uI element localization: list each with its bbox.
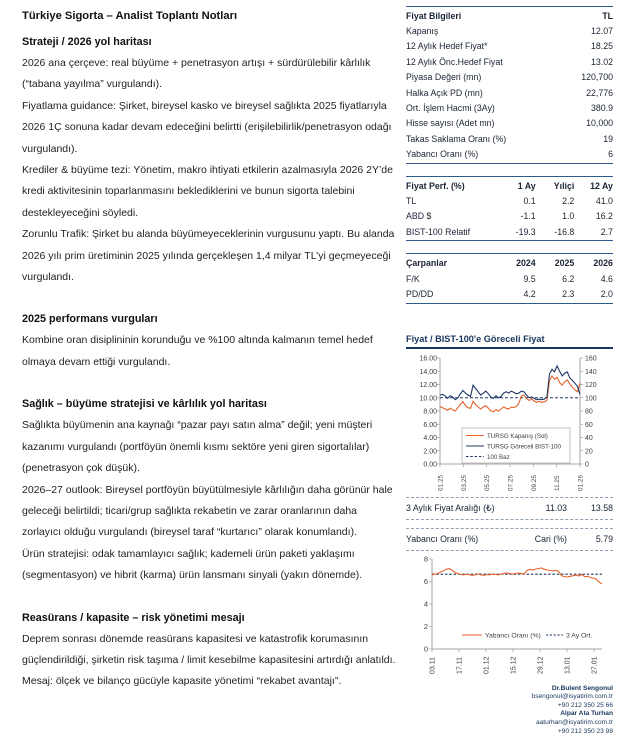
table-header-label: Fiyat Bilgileri — [406, 10, 462, 21]
y-axis-tick: 140 — [585, 368, 597, 376]
multiples-table — [406, 253, 613, 303]
table-header-value: TL — [602, 10, 613, 21]
spacer — [406, 520, 613, 528]
x-axis-tick: 17.11 — [456, 656, 464, 674]
y-axis-tick: 8.00 — [423, 408, 437, 416]
x-axis-tick: 27.01 — [591, 656, 599, 674]
table-header-row: Fiyat Perf. (%) 1 Ay Yıliçi 12 Ay — [406, 180, 613, 191]
analyst-email: aaturhan@isyatirim.com.tr — [535, 719, 613, 727]
table-row: Piyasa Değeri (mn) 120,700 — [406, 72, 613, 83]
y-axis-tick: 4 — [423, 599, 428, 609]
section-heading-reinsurance: Reasürans / kapasite – risk yönetimi mesajı — [22, 611, 245, 624]
legend-label: TURSG Göreceli BIST-100 — [487, 443, 561, 451]
legend-label: 3 Ay Ort. — [566, 632, 593, 640]
x-axis-tick: 09.25 — [530, 474, 538, 491]
legend-label: TURSG Kapanış (Sol) — [487, 432, 548, 440]
paragraph: Deprem sonrası dönemde reasürans kapasitesi ve katastrofik korumasının güçlendirildiği, şirketin risk taşıma / limit kesebilme kapasitesini artırdığı anlatıldı. — [22, 632, 396, 666]
y-axis-tick: 16.00 — [419, 355, 437, 363]
x-axis-tick: 01.25 — [437, 474, 445, 491]
y-axis-tick: 0 — [585, 461, 589, 469]
section-heading-strategy: Strateji / 2026 yol haritası — [22, 36, 152, 48]
legend-label: 100 Baz — [487, 453, 510, 461]
y-axis-tick: 8 — [423, 554, 428, 564]
table-row: BIST-100 Relatif -19.3 -16.8 2.7 — [406, 226, 613, 237]
x-axis-tick: 15.12 — [510, 656, 518, 674]
table-row: Kapanış 12.07 — [406, 26, 613, 37]
y-axis-tick: 14.00 — [419, 368, 437, 376]
price-relative-chart — [406, 352, 613, 495]
table-row: 12 Aylık Önc.Hedef Fiyat 13.02 — [406, 56, 613, 67]
paragraph: Kombine oran disiplininin korunduğu ve %100 altında kalmanın temel hedef olmaya devam ettiği vurgulandı. — [22, 334, 373, 368]
y-axis-tick: 0 — [423, 644, 428, 654]
analyst-name: Dr.Bulent Sengonul — [551, 684, 613, 692]
x-axis-tick: 03.25 — [460, 474, 468, 491]
y-axis-tick: 2 — [423, 621, 428, 631]
price-chart-title: Fiyat / BIST-100'e Göreceli Fiyat — [406, 334, 613, 349]
paragraph: Ürün stratejisi: odak tamamlayıcı sağlık; kademeli ürün paketi yaklaşımı (segmentasyon) ve hibrit (karma) ürün lansmanı sinyali (yakın dönemde). — [22, 547, 363, 582]
paragraph: 2026–27 outlook: Bireysel portföyün büyütülmesiyle kârlılığın daha görünür hale geleceği belirtildi; ticari/grup sağlıkta rekabetin ve zarar oranlarının daha zorlayıcı olduğu vurgulandı (bireysel taraf “kurtarıcı” olarak konumlandı). — [22, 483, 393, 539]
table-row: PD/DD 4.2 2.3 2.0 — [406, 288, 613, 299]
x-axis-tick: 11.25 — [554, 475, 562, 491]
y-axis-tick: 80 — [585, 408, 593, 416]
notes-column — [22, 6, 396, 693]
table-row: Yabancı Oranı (%) 6 — [406, 149, 613, 160]
y-axis-tick: 6.00 — [423, 421, 437, 429]
table-row: 12 Aylık Hedef Fiyat* 18.25 — [406, 41, 613, 52]
table-row: Takas Saklama Oranı (%) 19 — [406, 133, 613, 144]
paragraph: Sağlıkta büyümenin ana kaynağı “pazar payı satın alma” değil; yeni müşteri kazanımı vurgulandı (portföyün önemli kısmı sektöre yeni giren sigortalılar) (penetrasyon çok düşük). — [22, 419, 373, 475]
paragraph: Krediler & büyüme tezi: Yönetim, makro ihtiyati etkilerin azalmasıyla 2026 2Y’de kredi aktivitesinin toparlanmasını beklediklerini ve bunun sigorta talebini destekleyeceğini söyledi. — [22, 164, 393, 219]
table-header-row — [406, 8, 613, 23]
y-axis-tick: 10.00 — [419, 394, 437, 402]
y-axis-tick: 2.00 — [423, 447, 437, 455]
table-row: F/K 9.5 6.2 4.6 — [406, 273, 613, 284]
y-axis-tick: 0.00 — [423, 461, 437, 469]
price-info-table — [406, 6, 613, 164]
table-row: Hisse sayısı (Adet mn) 10,000 — [406, 118, 613, 129]
price-range-row: 3 Aylık Fiyat Aralığı (₺) 11.03 13.58 — [406, 497, 613, 520]
legend-label: Yabancı Oranı (%) — [485, 632, 541, 640]
section-heading-health: Sağlık – büyüme stratejisi ve kârlılık yol haritası — [22, 398, 267, 411]
table-row: Halka Açık PD (mn) 22,776 — [406, 87, 613, 98]
table-header-row: Çarpanlar 2024 2025 2026 — [406, 258, 613, 269]
table-row: ABD $ -1.1 1.0 16.2 — [406, 211, 613, 222]
paragraph: Zorunlu Trafik: Şirket bu alanda büyümeyeceklerinin vurgusunu yaptı. Bu alanda 2026 yılı prim üretiminin 2025 yılında gerçekleşen 1,4 milyar TL’yi geçmeyeceği vurgulandı. — [22, 228, 395, 284]
y-axis-tick: 120 — [585, 381, 597, 389]
foreign-ratio-row: Yabancı Oranı (%) Cari (%) 5.79 — [406, 528, 613, 551]
x-axis-tick: 01.26 — [577, 474, 585, 491]
y-axis-tick: 60 — [585, 421, 593, 429]
series-goreceli — [440, 366, 580, 400]
analyst-phone: +90 212 350 25 66 — [557, 701, 613, 709]
x-axis-tick: 13.01 — [564, 656, 572, 674]
y-axis-tick: 4.00 — [423, 434, 437, 442]
paragraph: Mesaj: ölçek ve bilanço gücüyle kapasite yönetimi “rekabet avantajı”. — [22, 675, 342, 688]
y-axis-tick: 6 — [423, 576, 428, 586]
section-heading-performance: 2025 performans vurguları — [22, 313, 158, 326]
report-title: Türkiye Sigorta – Analist Toplantı Notları — [22, 10, 238, 22]
x-axis-tick: 29.12 — [537, 656, 545, 674]
analyst-email: bsengonul@isyatirim.com.tr — [531, 693, 613, 701]
table-row: TL 0.1 2.2 41.0 — [406, 195, 613, 206]
paragraph: Fiyatlama guidance: Şirket, bireysel kasko ve bireysel sağlıkta 2025 fiyatlarıyla 2026 1Ç sonuna kadar devam edeceğini belirtti (erişilebilirlik/penetrasyon odağı vurgulandı). — [22, 99, 392, 155]
x-axis-tick: 07.25 — [507, 474, 515, 491]
x-axis-tick: 01.12 — [483, 656, 491, 674]
analyst-name: Alpar Ata Turhan — [560, 710, 613, 718]
y-axis-tick: 160 — [585, 355, 597, 363]
y-axis-tick: 20 — [585, 447, 593, 455]
y-axis-tick: 100 — [585, 394, 597, 402]
paragraph: 2026 ana çerçeve: real büyüme + penetrasyon artışı + sürdürülebilir kârlılık (“tabana yayılma” vurgulandı). — [22, 57, 371, 91]
table-row: Ort. İşlem Hacmi (3Ay) 380.9 — [406, 103, 613, 114]
analyst-contacts — [406, 685, 613, 736]
series-yabanci-orani — [432, 568, 602, 584]
x-axis-tick: 03.11 — [429, 656, 437, 674]
y-axis-tick: 40 — [585, 434, 593, 442]
y-axis-tick: 12.00 — [419, 381, 437, 389]
price-performance-table — [406, 176, 613, 242]
x-axis-tick: 05.25 — [484, 474, 492, 491]
analyst-phone: +90 212 350 23 98 — [557, 727, 613, 735]
foreign-ratio-chart — [406, 555, 613, 677]
data-column — [406, 6, 613, 736]
